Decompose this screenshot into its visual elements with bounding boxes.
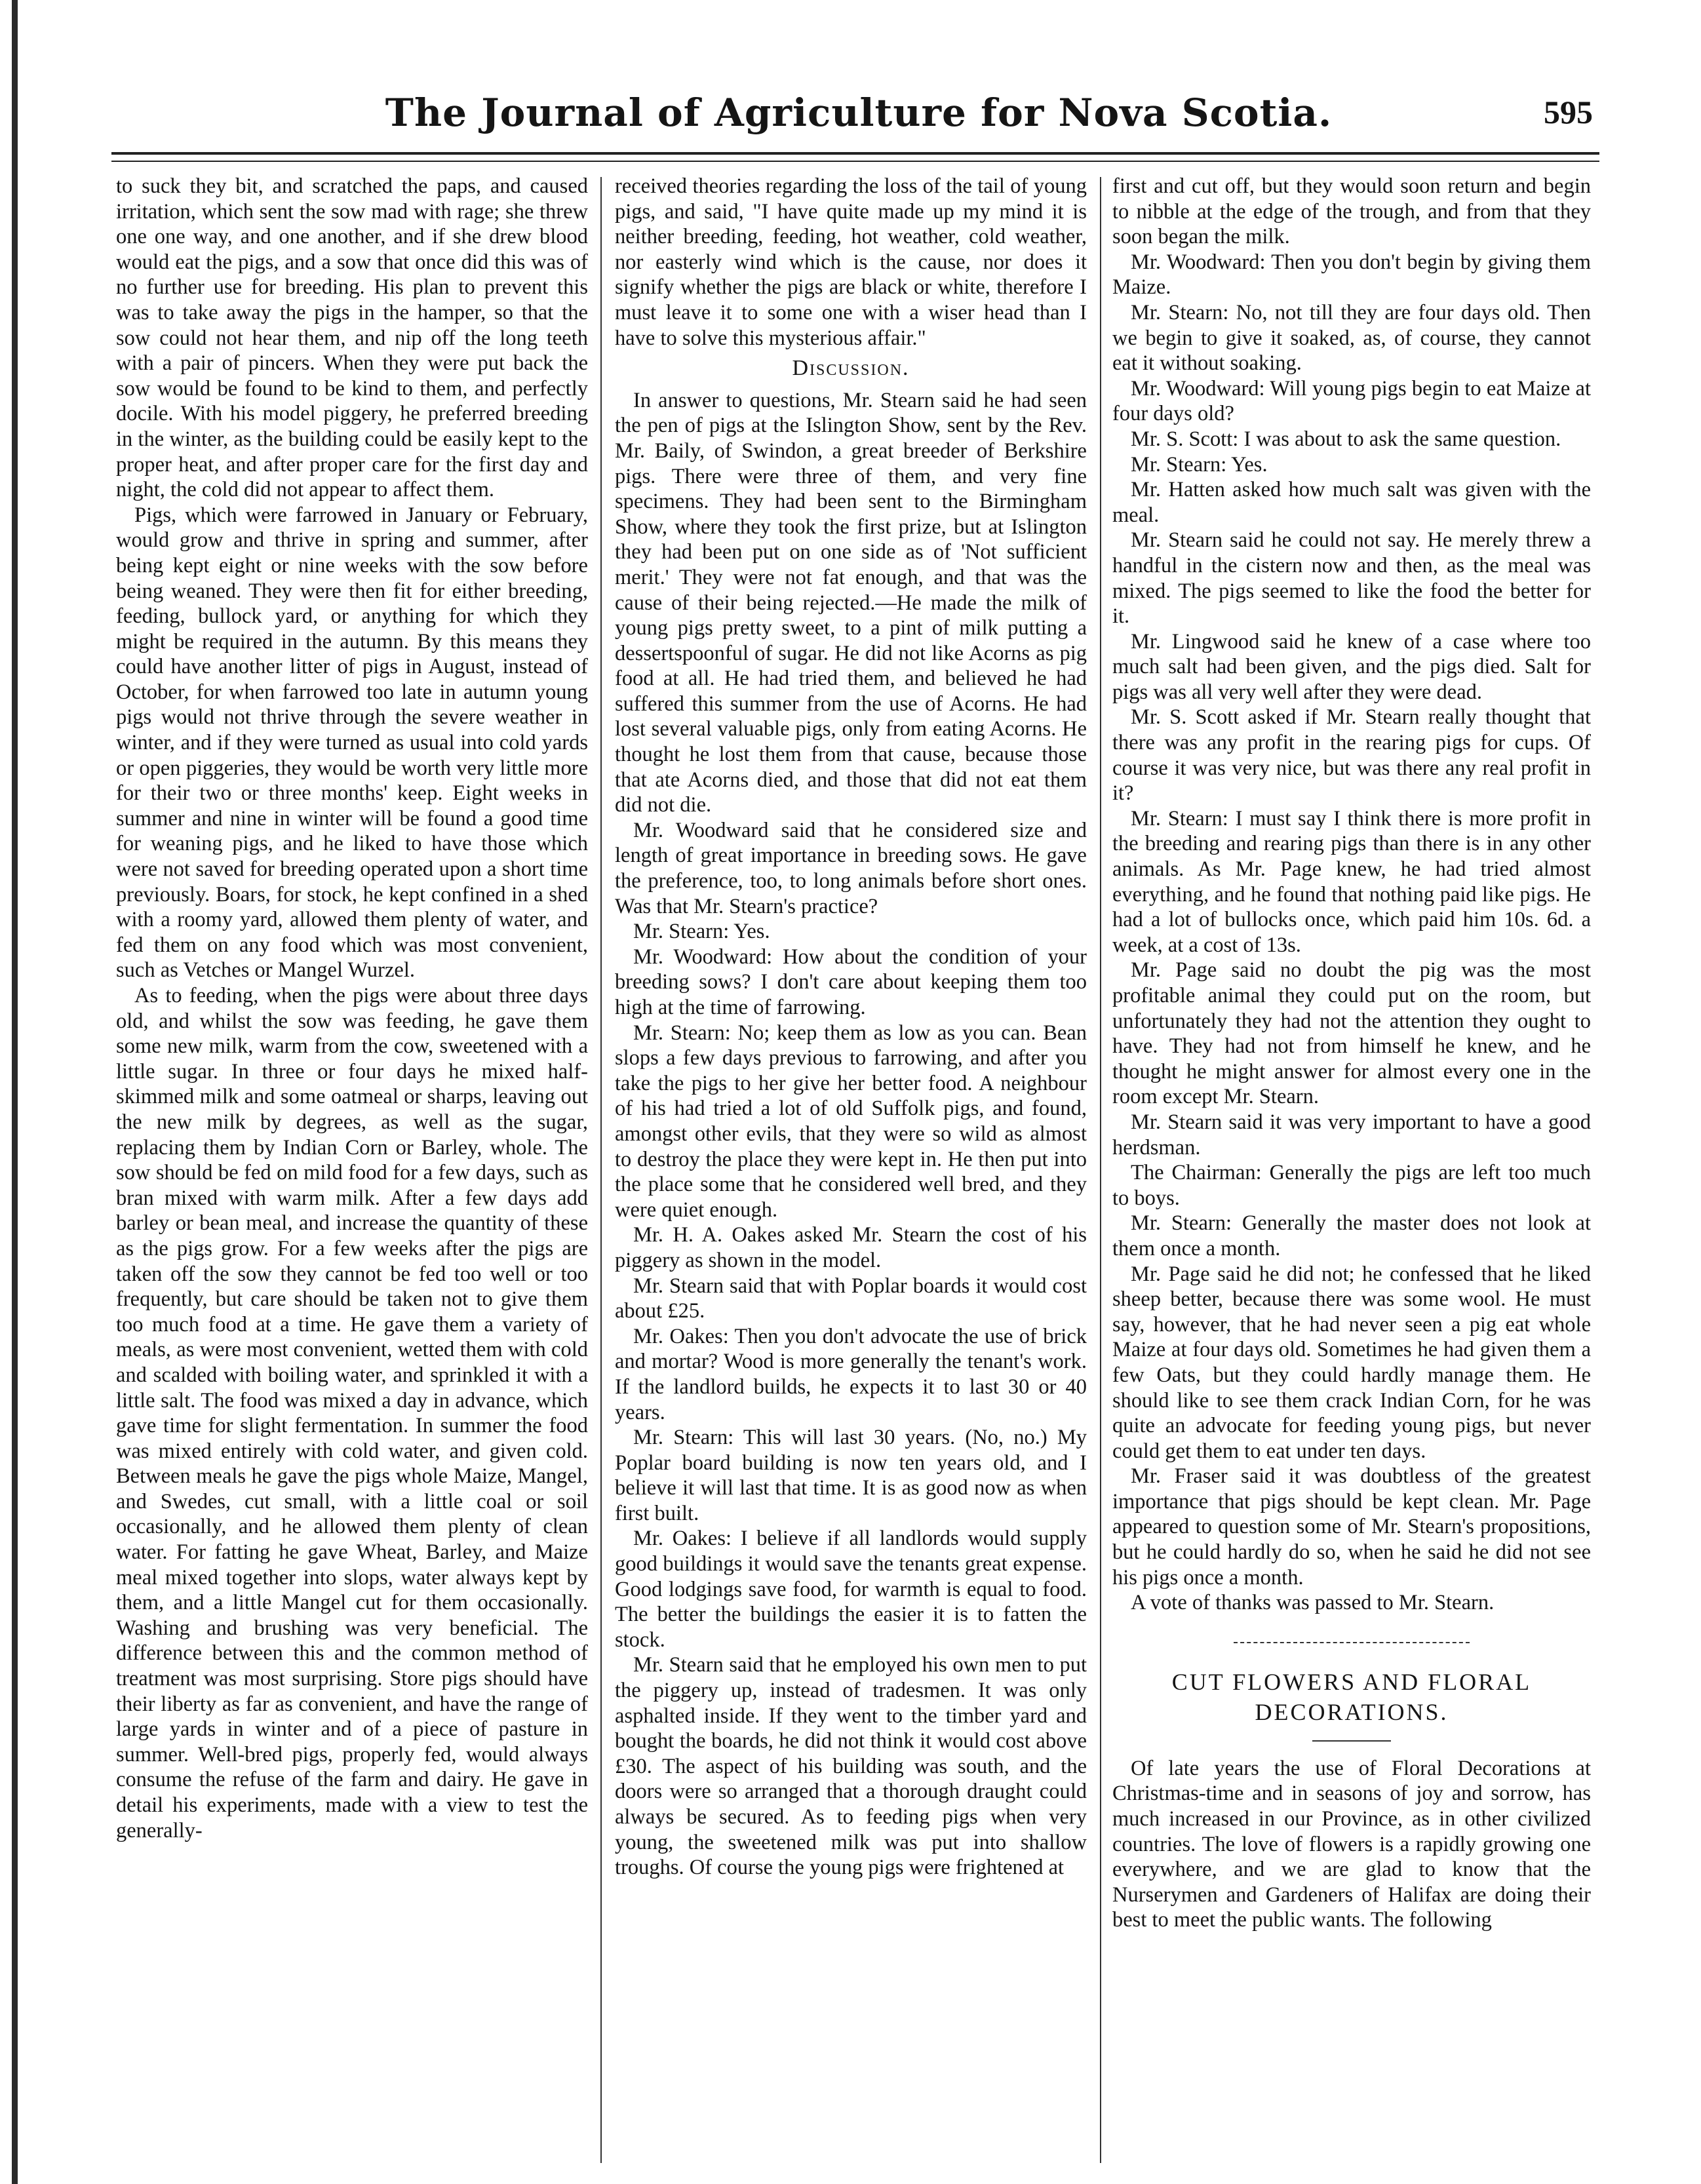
paragraph: Mr. Oakes: Then you don't advocate the use of brick and mortar? Wood is more generally the tenant's work. If the landlord builds, he expects it to last 30 or 40 years. [615,1324,1087,1424]
discussion-heading: Discussion. [792,356,910,381]
paragraph: A vote of thanks was passed to Mr. Stearn. [1131,1591,1495,1615]
paragraph: The Chairman: Generally the pigs are left too much to boys. [1112,1161,1591,1210]
paragraph: Mr. Stearn said that with Poplar boards it would cost about £25. [615,1274,1087,1323]
paragraph: Mr. Page said no doubt the pig was the most profitable animal they could put on the room, but unfortunately they had not the attention they ought to have. They had not from himself he knew, and he thought he might answer for almost every one in the room except Mr. Stearn. [1112,958,1591,1109]
paragraph: Mr. Stearn said he could not say. He merely threw a handful in the cistern now and then, as the meal was mixed. The pigs seemed to like the food the better for it. [1112,528,1591,629]
column-1 [116,174,588,2166]
paragraph: Mr. Stearn: I must say I think there is more profit in the breeding and rearing pigs than there is in any other animals. As Mr. Page knew, he had tried almost everything, and he found that nothing paid like pigs. He had a lot of bullocks once, which paid him 10s. 6d. a week, at a cost of 13s. [1112,806,1591,957]
page-header [111,90,1606,143]
paragraph: Mr. Hatten asked how much salt was given with the meal. [1112,478,1591,527]
section-separator [1234,1642,1470,1643]
paragraph: Mr. Page said he did not; he confessed that he liked sheep better, because there was some wool. He must say, however, that he had never seen a pig eat whole Maize at four days old. Sometimes he had given them a few Oats, but they could hardly manage them. He should like to see them crack Indian Corn, for he was quite an advocate for feeding young pigs, but never could get them to eat under ten days. [1112,1262,1591,1463]
title-rule [1312,1740,1391,1742]
paragraph: Mr. Stearn: Yes. [1131,452,1268,477]
paragraph: Pigs, which were farrowed in January or February, would grow and thrive in spring and summer, after being kept eight or nine weeks with the sow before being weaned. They were then fit for either breeding, feeding, bullock yard, or anything for which they might be required in the autumn. By this means they could have another litter of pigs in August, instead of October, for when farrowed too late in autumn young pigs would not thrive through the severe weather in winter, and if they were turned as usual into cold yards or open piggeries, they would be worth very little more for their two or three months' keep. Eight weeks in summer and nine in winter will be found a good time for weaning pigs, and he liked to have those which were not saved for breeding operated upon a short time previously. Boars, for stock, he kept confined in a shed with a roomy yard, allowed them plenty of water, and fed them on any food which was most convenient, such as Vetches or Mangel Wurzel. [116,503,588,983]
paragraph: Mr. Oakes: I believe if all landlords would supply good buildings it would save the tenants great expense. Good lodgings save food, for warmth is equal to food. The better the buildings the easier it is to fatten the stock. [615,1527,1087,1652]
paragraph: Of late years the use of Floral Decorations at Christmas-time and in seasons of joy and sorrow, has much increased in our Province, as in other civilized countries. The love of flowers is a rapidly growing one everywhere, and we are glad to know that the Nurserymen and Gardeners of Halifax are doing their best to meet the public wants. The following [1112,1756,1591,1932]
paragraph: Mr. Fraser said it was doubtless of the greatest importance that pigs should be kept clean. Mr. Page appeared to question some of Mr. Stearn's propositions, but he could hardly do so, when he said he did not see his pigs once a month. [1112,1464,1591,1589]
article-title-line-1: CUT FLOWERS AND FLORAL [1171,1668,1532,1695]
paragraph: Mr. Stearn: Generally the master does not look at them once a month. [1112,1211,1591,1260]
paragraph: Mr. Stearn said that he employed his own men to put the piggery up, instead of tradesmen. It was only asphalted inside. If they went to the timber yard and bought the boards, he did not think it would cost above £30. The aspect of his building was south, and the doors were so arranged that a thorough draught could always be secured. As to feeding pigs when very young, the sweetened milk was put into shallow troughs. Of course the young pigs were frightened at [615,1653,1087,1880]
paragraph: Mr. S. Scott: I was about to ask the same question. [1131,427,1561,451]
paragraph: Mr. Woodward: How about the condition of your breeding sows? I don't care about keeping them too high at the time of farrowing. [615,945,1087,1019]
paragraph: first and cut off, but they would soon return and begin to nibble at the edge of the trough, and from that they soon began the milk. [1112,174,1591,249]
paragraph: Mr. Woodward: Then you don't begin by giving them Maize. [1112,250,1591,300]
paragraph: Mr. Stearn: This will last 30 years. (No, no.) My Poplar board building is now ten years old, and I believe it will last that time. It is as good now as when first built. [615,1426,1087,1525]
header-rule [111,152,1599,155]
journal-title: The Journal of Agriculture for Nova Scotia. [385,90,1333,135]
paragraph: Mr. Stearn: No, not till they are four days old. Then we begin to give it soaked, as, of course, they cannot eat it without soaking. [1112,300,1591,376]
article-title-line-2: DECORATIONS. [1255,1698,1449,1725]
paragraph: to suck they bit, and scratched the paps, and caused irritation, which sent the sow mad with rage; she threw one one way, and one another, and if she drew blood would eat the pigs, and a sow that once did this was of no further use for breeding. His plan to prevent this was to take away the pigs in the hamper, so that the sow could not hear them, and nip off the long teeth with a pair of pincers. When they were put back the sow would be found to be kind to them, and perfectly docile. With his model piggery, he preferred breeding in the winter, as the building could be easily kept to the proper heat, and after proper care for the first day and night, the cold did not appear to affect them. [116,174,588,502]
column-3 [1112,174,1591,2166]
paragraph: Mr. Stearn: No; keep them as low as you can. Bean slops a few days previous to farrowing, and after you take the pigs to her give her better food. A neighbour of his had tried a lot of old Suffolk pigs, and found, amongst other evils, that they were so wild as almost to destroy the place they were kept in. He then put into the place some that he considered well bred, and they were quiet enough. [615,1021,1087,1222]
paragraph: Mr. Stearn said it was very important to have a good herdsman. [1112,1110,1591,1160]
paragraph: Mr. Stearn: Yes. [633,920,770,944]
paragraph: As to feeding, when the pigs were about three days old, and whilst the sow was feeding, he gave them some new milk, warm from the cow, sweetened with a little sugar. In three or four days he mixed half-skimmed milk and some oatmeal or sharps, leaving out the new milk by degrees, as well as the sugar, replacing them by Indian Corn or Barley, whole. The sow should be fed on mild food for a few days, such as bran mixed with warm milk. After a few days add barley or bean meal, and increase the quantity of these as the pigs grow. For a few weeks after the pigs are taken off the sow they cannot be fed too well or too frequently, but care should be taken not to give them too much food at a time. He gave them a variety of meals, as were most convenient, wetted them with cold and scalded with boiling water, and sprinkled it with a little salt. The food was mixed a day in advance, which gave time for slight fermentation. In summer the food was mixed entirely with cold water, and given cold. Between meals he gave the pigs whole Maize, Mangel, and Swedes, cut small, with a little coal or soil occasionally, and he allowed them plenty of clean water. For fatting he gave Wheat, Barley, and Maize meal mixed together into slops, water always kept by them, and a little Mangel cut for them occasionally. Washing and brushing was very beneficial. The difference between this and the common method of treatment was most surprising. Store pigs should have their liberty as far as convenient, and have the range of large yards in winter and of a piece of pasture in summer. Well-bred pigs, properly fed, would always consume the refuse of the farm and dairy. He gave in detail his experiments, made with a view to test the generally- [116,984,588,1843]
header-rule-thin [111,161,1599,162]
paragraph: Mr. Woodward: Will young pigs begin to eat Maize at four days old? [1112,376,1591,426]
page-number: 595 [1544,94,1593,130]
paragraph: In answer to questions, Mr. Stearn said he had seen the pen of pigs at the Islington Show, sent by the Rev. Mr. Baily, of Swindon, a great breeder of Berkshire pigs. There were three of them, and very fine specimens. They had been sent to the Birmingham Show, where they took the first prize, but at Islington they had been put on one side as of 'Not sufficient merit.' They were not fat enough, and that was the cause of their being rejected.—He made the milk of young pigs pretty sweet, to a pint of milk putting a dessertspoonful of sugar. He did not like Acorns as pig food at all. He had tried them, and believed he had suffered this summer from the use of Acorns. He had lost several valuable pigs, only from eating Acorns. He thought he lost them from that cause, because those that ate Acorns died, and those that did not eat them did not die. [615,388,1087,817]
paragraph: received theories regarding the loss of the tail of young pigs, and said, "I have quite made up my mind it is neither breeding, feeding, hot weather, cold weather, nor easterly wind which is the cause, nor does it signify whether the pigs are black or white, therefore I must leave it to some one with a wiser head than I have to solve this mysterious affair." [615,174,1087,350]
column-divider [1100,177,1101,2163]
column-2 [615,174,1087,2166]
paragraph: Mr. H. A. Oakes asked Mr. Stearn the cost of his piggery as shown in the model. [615,1223,1087,1272]
column-divider [600,177,602,2163]
paragraph: Mr. Woodward said that he considered size and length of great importance in breeding sows. He gave the preference, too, to long animals before short ones. Was that Mr. Stearn's practice? [615,818,1087,918]
page-edge-border [12,0,18,2184]
paragraph: Mr. S. Scott asked if Mr. Stearn really thought that there was any profit in the rearing pigs for cups. Of course it was very nice, but was there any real profit in it? [1112,705,1591,806]
paragraph: Mr. Lingwood said he knew of a case where too much salt had been given, and the pigs died. Salt for pigs was all very well after they were dead. [1112,629,1591,704]
